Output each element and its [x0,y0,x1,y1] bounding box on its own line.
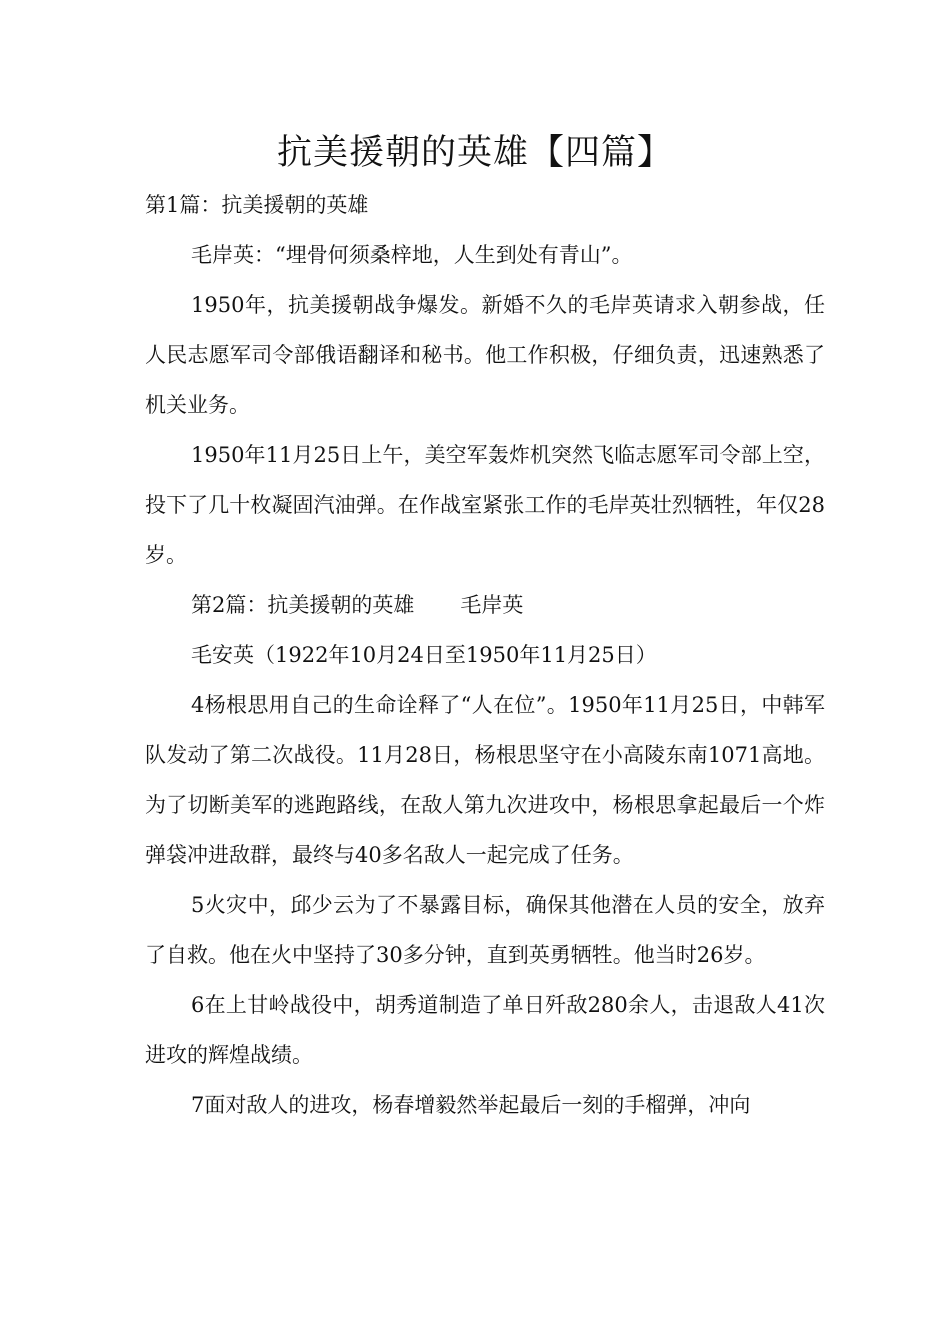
paragraph-dates: 毛安英（1922年10月24日至1950年11月25日） [191,643,657,667]
paragraph-1950: 1950年，抗美援朝战争爆发。新婚不久的毛岸英请求入朝参战，任人民志愿军司令部俄语翻译和秘书。他工作积极，仔细负责，迅速熟悉了机关业务。 [145,293,825,417]
paragraph-yang-chunzeng: 7面对敌人的进攻，杨春增毅然举起最后一刻的手榴弹，冲向 [191,1093,751,1117]
paragraph-quote: 毛岸英：“埋骨何须桑梓地，人生到处有青山”。 [191,243,633,267]
section-2-heading [145,580,825,630]
paragraph-bombing: 1950年11月25日上午，美空军轰炸机突然飞临志愿军司令部上空，投下了几十枚凝固汽油弹。在作战室紧张工作的毛岸英壮烈牺牲，年仅28岁。 [145,443,825,567]
document-title: 抗美援朝的英雄【四篇】 [276,133,673,173]
paragraph-qiu-shaoyun: 5火灾中，邱少云为了不暴露目标，确保其他潜在人员的安全，放弃了自救。他在火中坚持了30多分钟，直到英勇牺牲。他当时26岁。 [145,893,825,967]
section-2-heading-name: 毛岸英 [460,593,524,617]
document-body [145,180,825,1130]
paragraph-hu-xiudao: 6在上甘岭战役中，胡秀道制造了单日歼敌280余人，击退敌人41次进攻的辉煌战绩。 [145,993,825,1067]
section-1-heading: 第1篇：抗美援朝的英雄 [145,193,369,217]
paragraph-yang-gensi: 4杨根思用自己的生命诠释了“人在位”。1950年11月25日，中韩军队发动了第二次战役。11月28日，杨根思坚守在小高陵东南1071高地。为了切断美军的逃跑路线，在敌人第九次进攻中，杨根思拿起最后一个炸弹袋冲进敌群，最终与40多名敌人一起完成了任务。 [145,693,825,867]
section-2-heading-title: 第2篇：抗美援朝的英雄 [191,593,415,617]
